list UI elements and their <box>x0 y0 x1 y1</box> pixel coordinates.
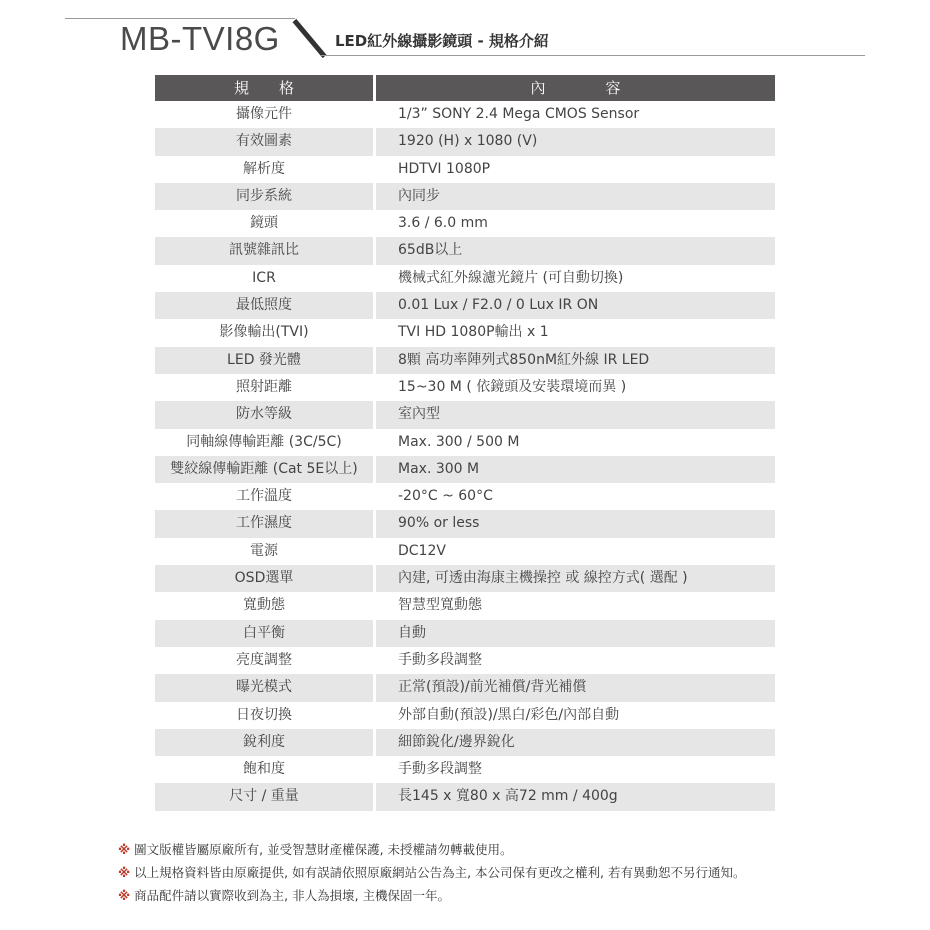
spec-row <box>155 483 775 510</box>
spec-value: 細節銳化/邊界銳化 <box>376 729 775 756</box>
spec-value: 正常(預設)/前光補償/背光補償 <box>376 674 775 701</box>
spec-value: 90% or less <box>376 510 775 537</box>
note-item: ※ 以上規格資料皆由原廠提供, 如有誤請依照原廠網站公告為主, 本公司保有更改之權利, 若有異動恕不另行通知。 <box>118 865 746 880</box>
spec-value: 手動多段調整 <box>398 651 482 668</box>
spec-row <box>155 401 775 428</box>
spec-row <box>155 620 775 647</box>
spec-value: 智慧型寬動態 <box>398 597 482 614</box>
spec-label: 攝像元件 <box>236 106 292 122</box>
header-rule-bottom <box>320 55 865 56</box>
spec-label: 有效圖素 <box>155 128 373 155</box>
spec-label: 最低照度 <box>155 292 373 319</box>
spec-label: 飽和度 <box>243 761 285 778</box>
spec-row <box>155 510 775 537</box>
spec-label: 電源 <box>250 542 278 559</box>
spec-row <box>155 756 775 783</box>
spec-value: 長145 x 寬80 x 高72 mm / 400g <box>376 783 775 810</box>
spec-label: 銳利度 <box>155 729 373 756</box>
spec-value: 1/3” SONY 2.4 Mega CMOS Sensor <box>398 106 640 122</box>
spec-label: 亮度調整 <box>236 651 292 668</box>
spec-label: 尺寸 / 重量 <box>155 783 373 810</box>
spec-row <box>155 429 775 456</box>
spec-row <box>155 292 775 319</box>
spec-row <box>155 647 775 674</box>
spec-table <box>155 75 775 811</box>
spec-value: -20°C ~ 60°C <box>398 488 493 505</box>
spec-label: 工作濕度 <box>155 510 373 537</box>
spec-row <box>155 237 775 264</box>
note-item: ※ 圖文版權皆屬原廠所有, 並受智慧財產權保護, 未授權請勿轉載使用。 <box>118 842 513 857</box>
spec-value: 0.01 Lux / F2.0 / 0 Lux IR ON <box>376 292 775 319</box>
spec-row <box>155 729 775 756</box>
spec-row <box>155 319 775 346</box>
note-mark: ※ <box>118 865 131 880</box>
spec-row <box>155 565 775 592</box>
spec-label: 日夜切換 <box>236 706 292 723</box>
spec-value: TVI HD 1080P輸出 x 1 <box>398 324 549 341</box>
spec-row <box>155 347 775 374</box>
spec-value: 15~30 M ( 依鏡頭及安裝環境而異 ) <box>398 378 627 395</box>
spec-value: HDTVI 1080P <box>398 160 491 177</box>
spec-row <box>155 674 775 701</box>
model-name: MB-TVI8G <box>120 20 280 57</box>
spec-label: 工作溫度 <box>236 488 292 505</box>
spec-row <box>155 156 775 183</box>
note-item: ※ 商品配件請以實際收到為主, 非人為損壞, 主機保固一年。 <box>118 888 451 903</box>
spec-table-header <box>155 75 775 101</box>
spec-row <box>155 783 775 810</box>
spec-row <box>155 265 775 292</box>
spec-value: 室內型 <box>376 401 775 428</box>
spec-row <box>155 210 775 237</box>
spec-label: 鏡頭 <box>250 215 278 232</box>
spec-value: 手動多段調整 <box>398 761 482 778</box>
header-content-label: 內 容 <box>376 75 775 101</box>
spec-row <box>155 592 775 619</box>
spec-value: Max. 300 / 500 M <box>398 433 520 450</box>
spec-value: Max. 300 M <box>376 456 775 483</box>
spec-label: 防水等級 <box>155 401 373 428</box>
note-mark: ※ <box>118 888 131 903</box>
spec-value: 內同步 <box>376 183 775 210</box>
spec-value: 自動 <box>376 620 775 647</box>
spec-value: 內建, 可透由海康主機操控 或 線控方式( 選配 ) <box>376 565 775 592</box>
header-slash-divider <box>292 19 326 58</box>
spec-label: LED 發光體 <box>155 347 373 374</box>
spec-row <box>155 101 775 128</box>
spec-label: 解析度 <box>243 160 285 177</box>
note-mark: ※ <box>118 842 131 857</box>
spec-label: 寬動態 <box>243 597 285 614</box>
spec-label: 曝光模式 <box>155 674 373 701</box>
spec-value: DC12V <box>398 542 446 559</box>
spec-value: 1920 (H) x 1080 (V) <box>376 128 775 155</box>
page-subtitle: LED紅外線攝影鏡頭 - 規格介紹 <box>335 32 549 50</box>
spec-value: 8顆 高功率陣列式850nM紅外線 IR LED <box>376 347 775 374</box>
footer-notes <box>118 841 746 910</box>
header-rule-top <box>65 18 295 19</box>
spec-table-body <box>155 101 775 811</box>
spec-value: 65dB以上 <box>376 237 775 264</box>
spec-row <box>155 374 775 401</box>
spec-value: 外部自動(預設)/黑白/彩色/內部自動 <box>398 706 620 723</box>
header-spec-label: 規 格 <box>155 75 373 101</box>
spec-row <box>155 538 775 565</box>
spec-row <box>155 456 775 483</box>
spec-row <box>155 128 775 155</box>
spec-value: 3.6 / 6.0 mm <box>398 215 488 232</box>
spec-label: 訊號雜訊比 <box>155 237 373 264</box>
spec-label: 同軸線傳輸距離 (3C/5C) <box>186 433 342 450</box>
spec-value: 機械式紅外線濾光鏡片 (可自動切換) <box>398 269 624 286</box>
spec-label: 雙絞線傳輸距離 (Cat 5E以上) <box>155 456 373 483</box>
spec-label: OSD選單 <box>155 565 373 592</box>
spec-label: ICR <box>252 269 276 286</box>
spec-label: 照射距離 <box>236 378 292 395</box>
spec-label: 白平衡 <box>155 620 373 647</box>
spec-label: 同步系統 <box>155 183 373 210</box>
spec-row <box>155 702 775 729</box>
spec-row <box>155 183 775 210</box>
spec-label: 影像輸出(TVI) <box>219 324 309 341</box>
